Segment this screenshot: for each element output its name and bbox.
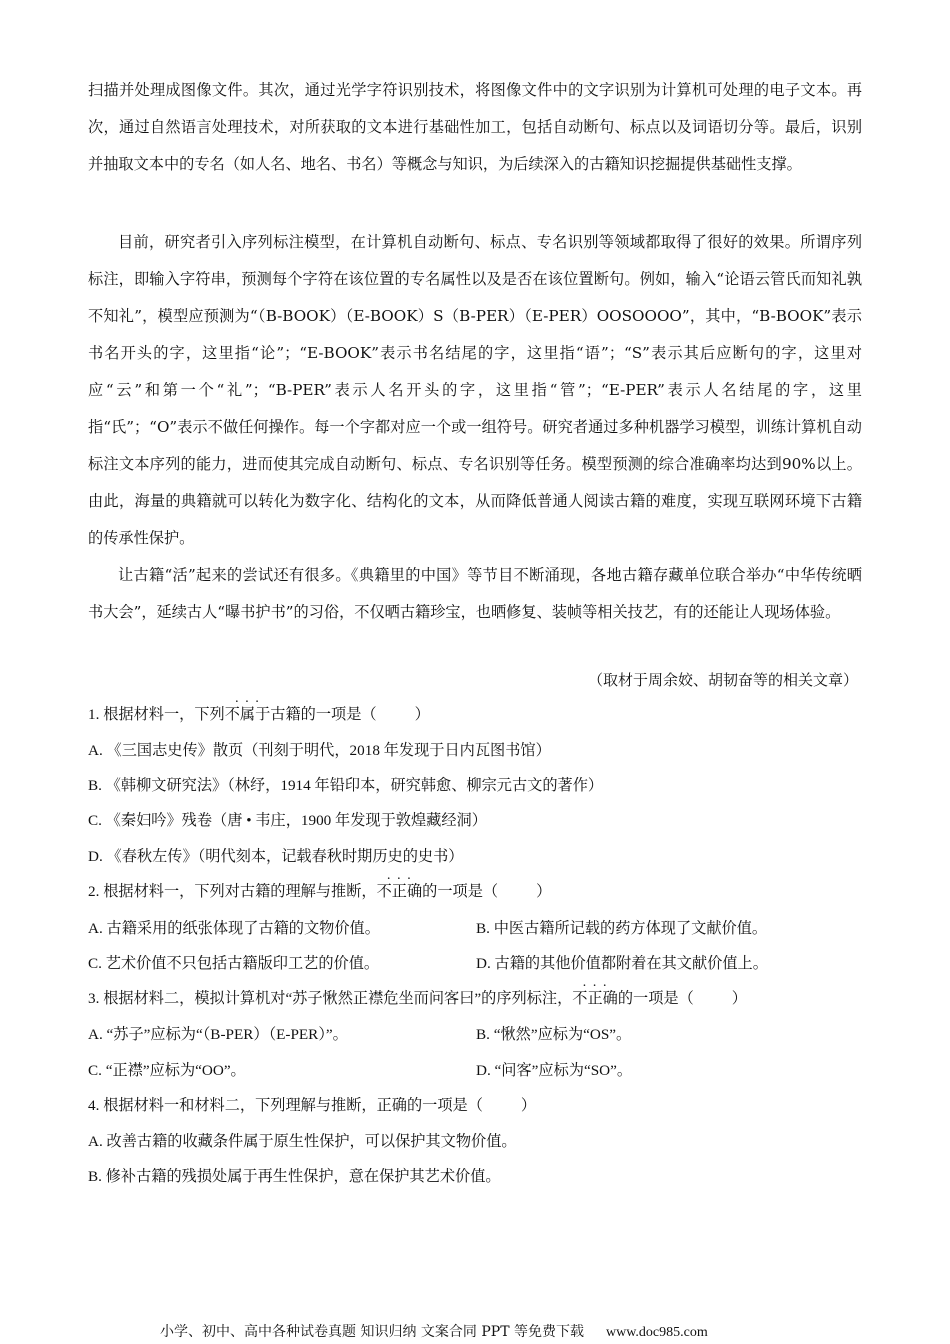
passage-paragraph-2: 目前，研究者引入序列标注模型，在计算机自动断句、标点、专名识别等领域都取得了很好的效果。所谓序列标注，即输入字符串，预测每个字符在该位置的专名属性以及是否在该位置断句。例如，输入“论语云管氏而知礼孰不知礼”，模型应预测为“（B-BOOK）（E-BOOK）S（B-PER）（E-PER）OOSOOOO”，其中，“B-BOOK”表示书名开头的字，这里指“论”；“E-BOOK”表示书名结尾的字，这里指“语”；“S”表示其后应断句的字，这里对应“云”和第一个“礼”；“B-PER”表示人名开头的字，这里指“管”；“E-PER”表示人名结尾的字，这里指“氏”；“O”表示不做任何操作。每一个字都对应一个或一组符号。研究者通过多种机器学习模型，训练计算机自动标注文本序列的能力，进而使其完成自动断句、标点、专名识别等任务。模型预测的综合准确率均达到90%以上。由此，海量的典籍就可以转化为数字化、结构化的文本，从而降低普通人阅读古籍的难度，实现互联网环境下古籍的传承性保护。 <box>88 233 862 547</box>
question-1-stem: 1. 根据材料一，下列不属于 · · ·古籍的一项是（ ） <box>88 702 430 728</box>
question-2-option-a: A. 古籍采用的纸张体现了古籍的文物价值。 <box>88 920 380 937</box>
emphasis-marks: 不正确 · · · <box>377 883 423 900</box>
page-footer <box>160 1322 708 1343</box>
footer-link[interactable]: www.doc985.com <box>605 1325 708 1340</box>
question-2-option-d: D. 古籍的其他价值都附着在其文献价值上。 <box>476 955 768 972</box>
question-3-option-c: C. “正襟”应标为“OO”。 <box>88 1062 246 1079</box>
question-2-stem: 2. 根据材料一，下列对古籍的理解与推断，不正确 · · ·的一项是（ ） <box>88 879 551 905</box>
emphasis-marks: 不属于 · · · <box>225 706 271 723</box>
passage-paragraph-3: 让古籍“活”起来的尝试还有很多。《典籍里的中国》等节目不断涌现，各地古籍存藏单位联合举办“中华传统晒书大会”，延续古人“曝书护书”的习俗，不仅晒古籍珍宝，也晒修复、装帧等相关技艺，有的还能让人现场体验。 <box>88 566 862 621</box>
question-1-option-b: B. 《韩柳文研究法》（林纾，1914 年铅印本，研究韩愈、柳宗元古文的著作） <box>88 777 604 794</box>
question-4-stem: 4. 根据材料一和材料二，下列理解与推断，正确的一项是（ ） <box>88 1097 537 1114</box>
question-4-option-b: B. 修补古籍的残损处属于再生性保护，意在保护其艺术价值。 <box>88 1168 501 1185</box>
question-1-option-d: D. 《春秋左传》（明代刻本，记载春秋时期历史的史书） <box>88 848 464 865</box>
question-2-option-c: C. 艺术价值不只包括古籍版印工艺的价值。 <box>88 955 380 972</box>
question-3-option-b: B. “愀然”应标为“OS”。 <box>476 1026 632 1043</box>
question-1-option-c: C. 《秦妇吟》残卷（唐 • 韦庄，1900 年发现于敦煌藏经洞） <box>88 812 487 829</box>
passage-source: （取材于周余姣、胡韧奋等的相关文章） <box>587 671 858 689</box>
question-3-option-a: A. “苏子”应标为“（B-PER）（E-PER）”。 <box>88 1026 348 1043</box>
question-1-option-a: A. 《三国志史传》散页（刊刻于明代，2018 年发现于日内瓦图书馆） <box>88 742 551 759</box>
passage-paragraph-1: 扫描并处理成图像文件。其次，通过光学字符识别技术，将图像文件中的文字识别为计算机可处理的电子文本。再次，通过自然语言处理技术，对所获取的文本进行基础性加工，包括自动断句、标点以及词语切分等。最后，识别并抽取文本中的专名（如人名、地名、书名）等概念与知识，为后续深入的古籍知识挖掘提供基础性支撑。 <box>88 81 862 173</box>
emphasis-marks: 不正确 · · · <box>572 990 618 1007</box>
question-2-option-b: B. 中医古籍所记载的药方体现了文献价值。 <box>476 920 768 937</box>
question-4-option-a: A. 改善古籍的收藏条件属于原生性保护，可以保护其文物价值。 <box>88 1133 517 1150</box>
question-3-option-d: D. “问客”应标为“SO”。 <box>476 1062 633 1079</box>
question-3-stem: 3. 根据材料二，模拟计算机对“苏子愀然正襟危坐而问客曰”的序列标注，不正确 · · ·的一项是（ ） <box>88 986 747 1012</box>
footer-text: 小学、初中、高中各种试卷真题 知识归纳 文案合同 PPT 等免费下载 <box>160 1324 584 1340</box>
